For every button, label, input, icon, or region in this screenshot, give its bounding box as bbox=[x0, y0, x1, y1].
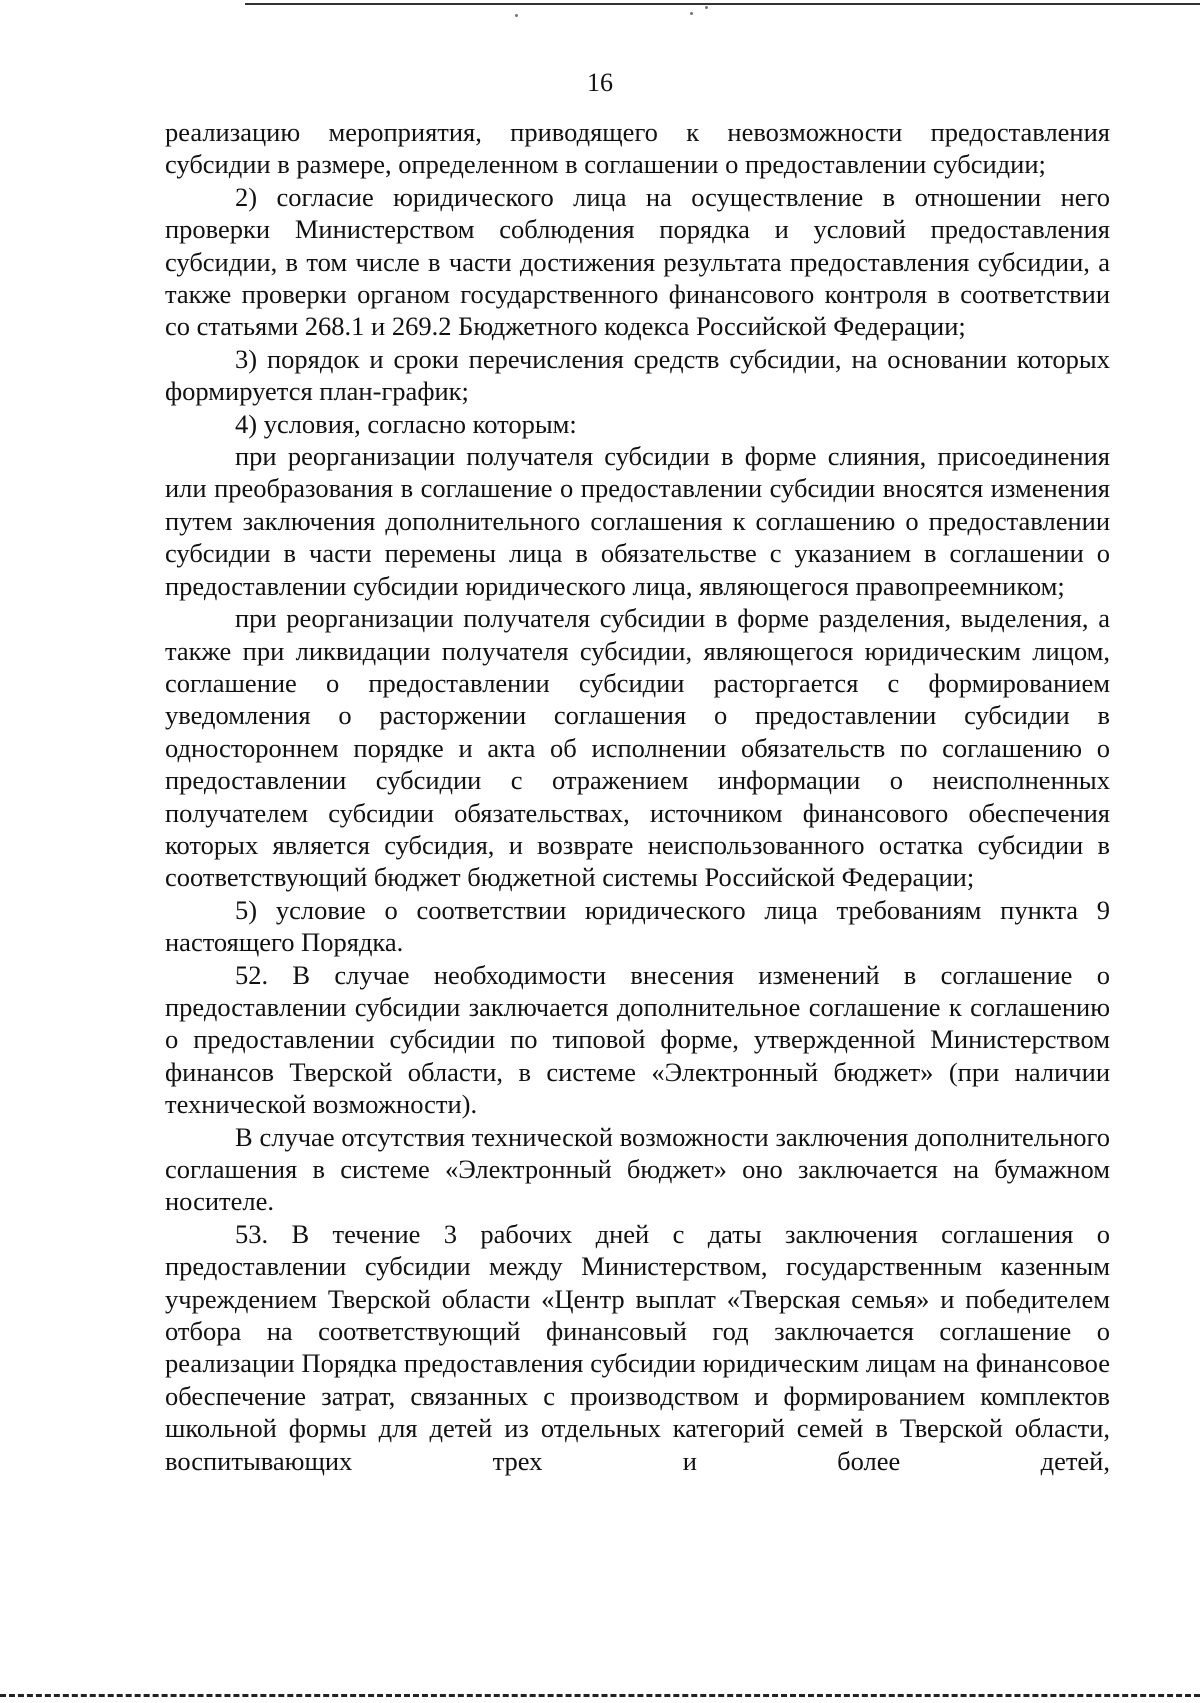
paragraph-reorganization-merger: при реорганизации получателя субсидии в форме слияния, присоединения или преобразования в соглашение о предоставлении субсидии вносятся изменения путем заключения дополнительного соглашения к соглашению о предоставлении субсидии в части перемены лица в обязательстве с указанием в соглашении о предоставлении субсидии юридического лица, являющегося правопреемником; bbox=[165, 441, 1110, 601]
scan-top-rule bbox=[245, 3, 1200, 5]
paragraph-reorganization-division: при реорганизации получателя субсидии в форме разделения, выделения, а также при ликвидации получателя субсидии, являющегося юридическим лицом, соглашение о предоставлении субсидии расторгается с формированием уведомления о расторжении соглашения о предоставлении субсидии в одностороннем порядке и акта об исполнении обязательств по соглашению о предоставлении субсидии с отражением информации о неисполненных получателем субсидии обязательствах, источником финансового обеспечения которых является субсидия, и возврате неиспользованного остатка субсидии в соответствующий бюджет бюджетной системы Российской Федерации; bbox=[165, 603, 1110, 893]
paragraph-item-4: 4) условия, согласно которым: bbox=[235, 408, 577, 439]
paragraph-item-2: 2) согласие юридического лица на осуществление в отношении него проверки Министерством соблюдения порядка и условий предоставления субсидии, в том числе в части достижения результата предоставления субсидии, а также проверки органом государственного финансового контроля в соответствии со статьями 268.1 и 269.2 Бюджетного кодекса Российской Федерации; bbox=[165, 181, 1110, 342]
paragraph-clause-52: 52. В случае необходимости внесения изменений в соглашение о предоставлении субсидии заключается дополнительное соглашение к соглашению о предоставлении субсидии по типовой форме, утвержденной Министерством финансов Тверской области, в системе «Электронный бюджет» (при наличии технической возможности). bbox=[165, 959, 1110, 1120]
paragraph-item-5: 5) условие о соответствии юридического лица требованиям пункта 9 настоящего Порядка. bbox=[165, 894, 1110, 958]
scan-bottom-rule bbox=[0, 1694, 1200, 1697]
scan-speck bbox=[690, 12, 693, 15]
document-body bbox=[165, 116, 1110, 1477]
scan-speck bbox=[515, 14, 518, 17]
scan-speck bbox=[705, 6, 708, 9]
page-number: 16 bbox=[587, 68, 613, 97]
paragraph-continuation: реализацию мероприятия, приводящего к невозможности предоставления субсидии в размере, определенном в соглашении о предоставлении субсидии; bbox=[165, 117, 1110, 180]
paragraph-clause-52-paper: В случае отсутствия технической возможности заключения дополнительного соглашения в системе «Электронный бюджет» оно заключается на бумажном носителе. bbox=[165, 1121, 1110, 1217]
paragraph-clause-53: 53. В течение 3 рабочих дней с даты заключения соглашения о предоставлении субсидии между Министерством, государственным казенным учреждением Тверской области «Центр выплат «Тверская семья» и победителем отбора на соответствующий финансовый год заключается соглашение о реализации Порядка предоставления субсидии юридическим лицам на финансовое обеспечение затрат, связанных с производством и формированием комплектов школьной формы для детей из отдельных категорий семей в Тверской области, воспитывающих трех и более детей, bbox=[165, 1218, 1110, 1476]
paragraph-item-3: 3) порядок и сроки перечисления средств субсидии, на основании которых формируется план-график; bbox=[165, 343, 1110, 407]
